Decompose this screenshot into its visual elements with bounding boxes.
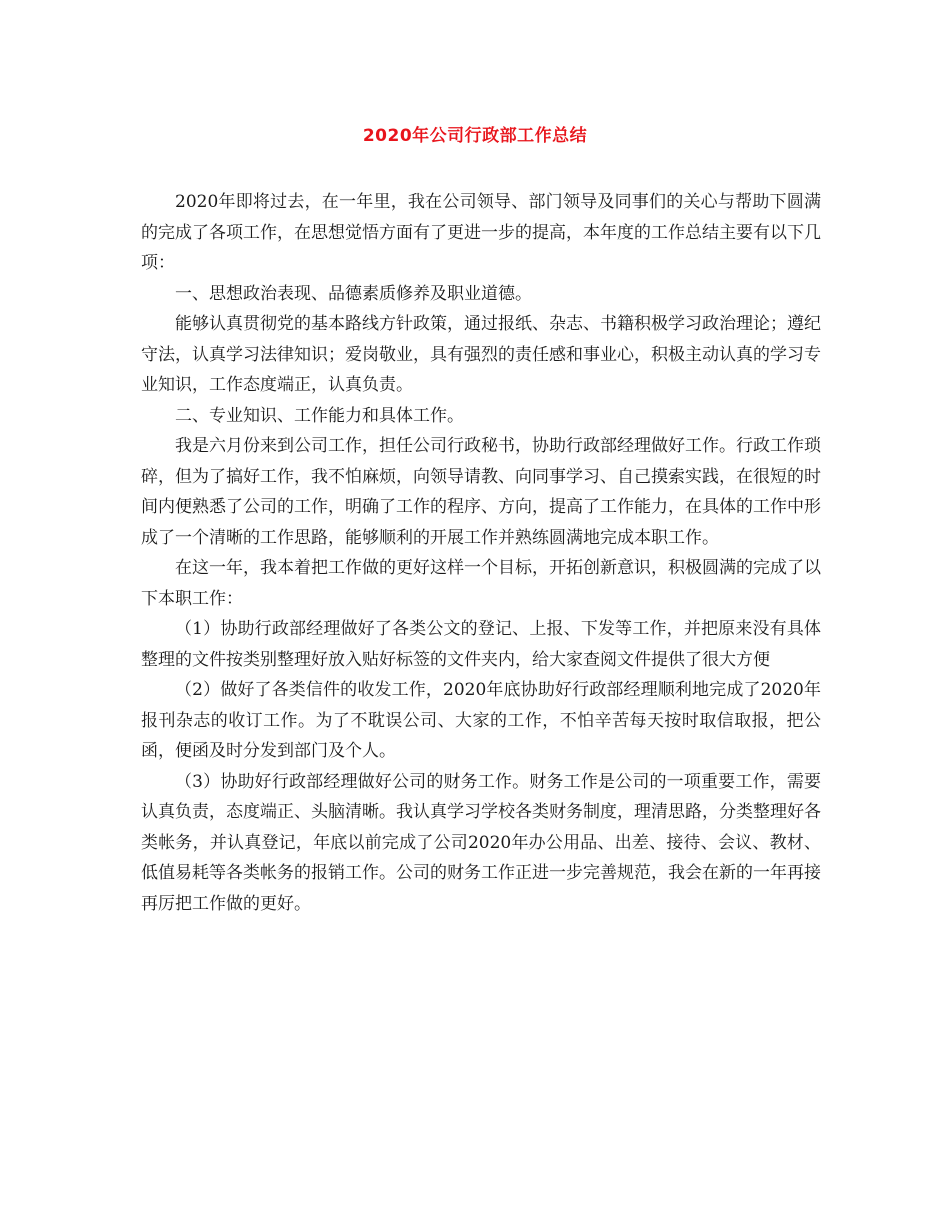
body-paragraph: 能够认真贯彻党的基本路线方针政策，通过报纸、杂志、书籍积极学习政治理论；遵纪守法，认真学习法律知识；爱岗敬业，具有强烈的责任感和事业心，积极主动认真的学习专业知识，工作态度端正，认真负责。 [141,314,821,395]
document-body [141,187,821,919]
intro-paragraph: 2020年即将过去，在一年里，我在公司领导、部门领导及同事们的关心与帮助下圆满的完成了各项工作，在思想觉悟方面有了更进一步的提高，本年度的工作总结主要有以下几项： [141,192,821,273]
section-heading-1: 一、思想政治表现、品德素质修养及职业道德。 [175,283,532,304]
list-item: （2）做好了各类信件的收发工作，2020年底协助好行政部经理顺利地完成了2020年报刊杂志的收订工作。为了不耽误公司、大家的工作，不怕辛苦每天按时取信取报，把公函，便函及时分发到部门及个人。 [141,680,821,761]
document-title: 2020年公司行政部工作总结 [362,126,588,146]
section-heading-2: 二、专业知识、工作能力和具体工作。 [175,405,464,426]
body-paragraph: 在这一年，我本着把工作做的更好这样一个目标，开拓创新意识，积极圆满的完成了以下本职工作： [141,558,821,609]
list-item: （3）协助好行政部经理做好公司的财务工作。财务工作是公司的一项重要工作，需要认真负责，态度端正、头脑清晰。我认真学习学校各类财务制度，理清思路，分类整理好各类帐务，并认真登记，年底以前完成了公司2020年办公用品、出差、接待、会议、教材、低值易耗等各类帐务的报销工作。公司的财务工作正进一步完善规范，我会在新的一年再接再厉把工作做的更好。 [141,771,821,914]
list-item: （1）协助行政部经理做好了各类公文的登记、上报、下发等工作，并把原来没有具体整理的文件按类别整理好放入贴好标签的文件夹内，给大家查阅文件提供了很大方便 [141,619,821,670]
body-paragraph: 我是六月份来到公司工作，担任公司行政秘书，协助行政部经理做好工作。行政工作琐碎，但为了搞好工作，我不怕麻烦，向领导请教、向同事学习、自己摸索实践，在很短的时间内便熟悉了公司的工作，明确了工作的程序、方向，提高了工作能力，在具体的工作中形成了一个清晰的工作思路，能够顺利的开展工作并熟练圆满地完成本职工作。 [141,436,821,548]
